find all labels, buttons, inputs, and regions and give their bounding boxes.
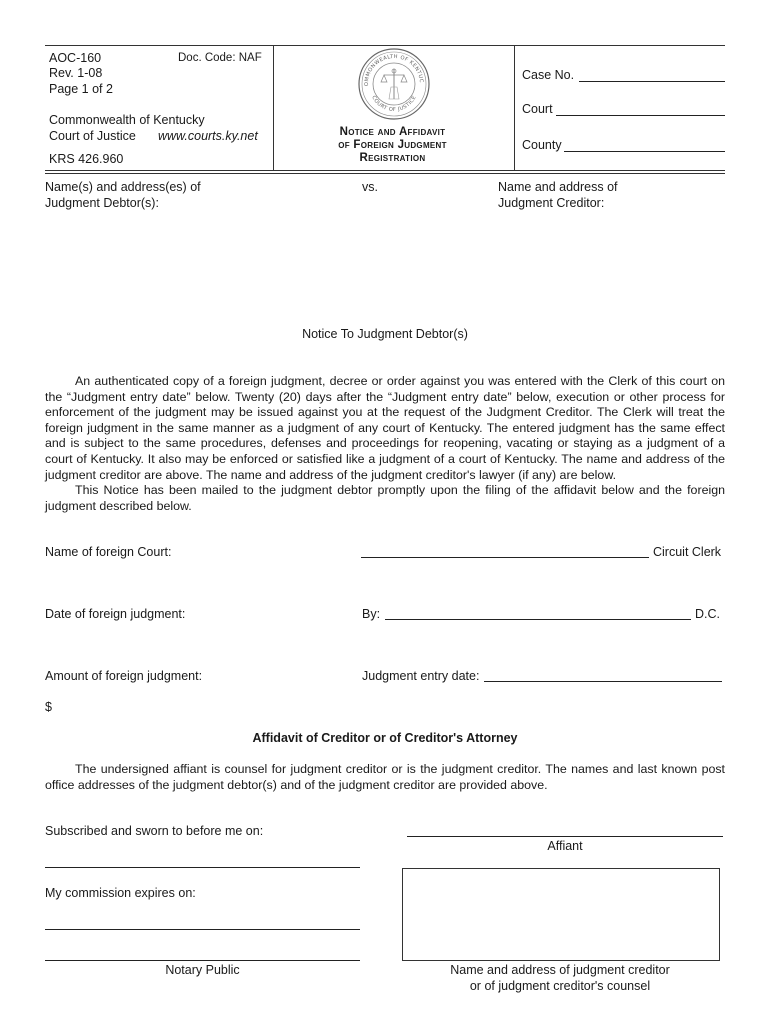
entry-date-label: Judgment entry date: <box>362 669 480 683</box>
commission-label: My commission expires on: <box>45 886 196 900</box>
circuit-clerk-signature-line[interactable] <box>361 557 649 558</box>
doc-code: Doc. Code: NAF <box>178 52 262 64</box>
sworn-date-field[interactable] <box>45 867 360 868</box>
county-label: County <box>522 138 562 152</box>
kentucky-seal-icon <box>357 47 431 121</box>
debtor-label-line2: Judgment Debtor(s): <box>45 196 159 210</box>
commission-date-field[interactable] <box>45 929 360 930</box>
form-title-line1: Notice and Affidavit <box>339 126 446 138</box>
creditor-label-line2: Judgment Creditor: <box>498 196 605 210</box>
creditor-box-caption <box>385 963 735 994</box>
subscribed-label: Subscribed and sworn to before me on: <box>45 824 264 838</box>
notice-paragraph-2: This Notice has been mailed to the judgment debtor promptly upon the filing of the affidavit below and the foreign judgment described below. <box>45 483 725 513</box>
affidavit-body <box>45 762 725 793</box>
versus-label: vs. <box>362 180 378 194</box>
statute-label: KRS 426.960 <box>49 152 124 166</box>
dollar-sign: $ <box>45 700 52 714</box>
circuit-clerk-label: Circuit Clerk <box>653 545 722 559</box>
website-link[interactable]: www.courts.ky.net <box>158 129 258 143</box>
header-divider-right <box>514 45 515 170</box>
header-bottom-border-1 <box>45 170 725 171</box>
by-label: By: <box>362 607 381 621</box>
svg-text:COURT OF JUSTICE: COURT OF JUSTICE <box>370 94 418 114</box>
foreign-court-label: Name of foreign Court: <box>45 545 172 559</box>
notice-heading: Notice To Judgment Debtor(s) <box>302 327 468 341</box>
affidavit-paragraph: The undersigned affiant is counsel for judgment creditor or is the judgment creditor. The names and last known post office addresses of the judgment debtor(s) and of the judgment creditor are provided above. <box>45 762 725 792</box>
notice-paragraph-1: An authenticated copy of a foreign judgment, decree or order against you was entered with the Clerk of this court on the “Judgment entry date” below. Twenty (20) days after the “Judgment entry date” below, execution or other process for enforcement of the judgment may be issued against you at the request of the Judgment Creditor. The Clerk will treat the foreign judgment in the same manner as a judgment of any court of Kentucky. The entered judgment has the same effect and is subject to the same procedures, defenses and proceedings for reopening, vacating or staying as a judgment of a court of Kentucky. It also may be enforced or satisfied like a judgment of a court of Kentucky. The name and address of the judgment creditor are above. The name and address of the judgment creditor's lawyer (if any) are below. <box>45 374 725 482</box>
affidavit-heading: Affidavit of Creditor or of Creditor's Attorney <box>252 731 518 745</box>
creditor-label-line1: Name and address of <box>498 180 618 194</box>
svg-text:COMMONWEALTH OF KENTUCKY: OMMONWEALTH OF KENTUC <box>363 53 425 87</box>
debtor-label-line1: Name(s) and address(es) of <box>45 180 201 194</box>
form-number: AOC-160 <box>49 51 102 65</box>
header-divider-left <box>273 45 274 170</box>
revision: Rev. 1-08 <box>49 66 103 80</box>
notary-signature-line[interactable] <box>45 960 360 961</box>
court-of-justice-label: Court of Justice <box>49 129 136 143</box>
affiant-label: Affiant <box>547 839 583 853</box>
page-number: Page 1 of 2 <box>49 82 113 96</box>
notice-body <box>45 374 725 514</box>
form-title <box>300 126 485 165</box>
deputy-clerk-signature-line[interactable] <box>385 619 691 620</box>
notary-label: Notary Public <box>165 963 240 977</box>
court-label: Court <box>522 102 553 116</box>
foreign-date-label: Date of foreign judgment: <box>45 607 186 621</box>
form-title-line2: of Foreign Judgment <box>338 139 447 151</box>
form-title-line3: Registration <box>359 152 426 164</box>
dc-label: D.C. <box>695 607 720 621</box>
header-top-border <box>45 45 725 46</box>
commonwealth-label: Commonwealth of Kentucky <box>49 113 205 127</box>
entry-date-field[interactable] <box>484 681 722 682</box>
creditor-address-box[interactable] <box>402 868 720 961</box>
affiant-signature-line[interactable] <box>407 836 723 837</box>
creditor-box-caption-line1: Name and address of judgment creditor <box>450 963 670 977</box>
header-bottom-border-2 <box>45 173 725 174</box>
court-field[interactable] <box>556 115 725 116</box>
case-no-field[interactable] <box>579 81 725 82</box>
case-no-label: Case No. <box>522 68 575 82</box>
county-field[interactable] <box>564 151 725 152</box>
creditor-box-caption-line2: or of judgment creditor's counsel <box>469 978 651 993</box>
amount-label: Amount of foreign judgment: <box>45 669 203 683</box>
